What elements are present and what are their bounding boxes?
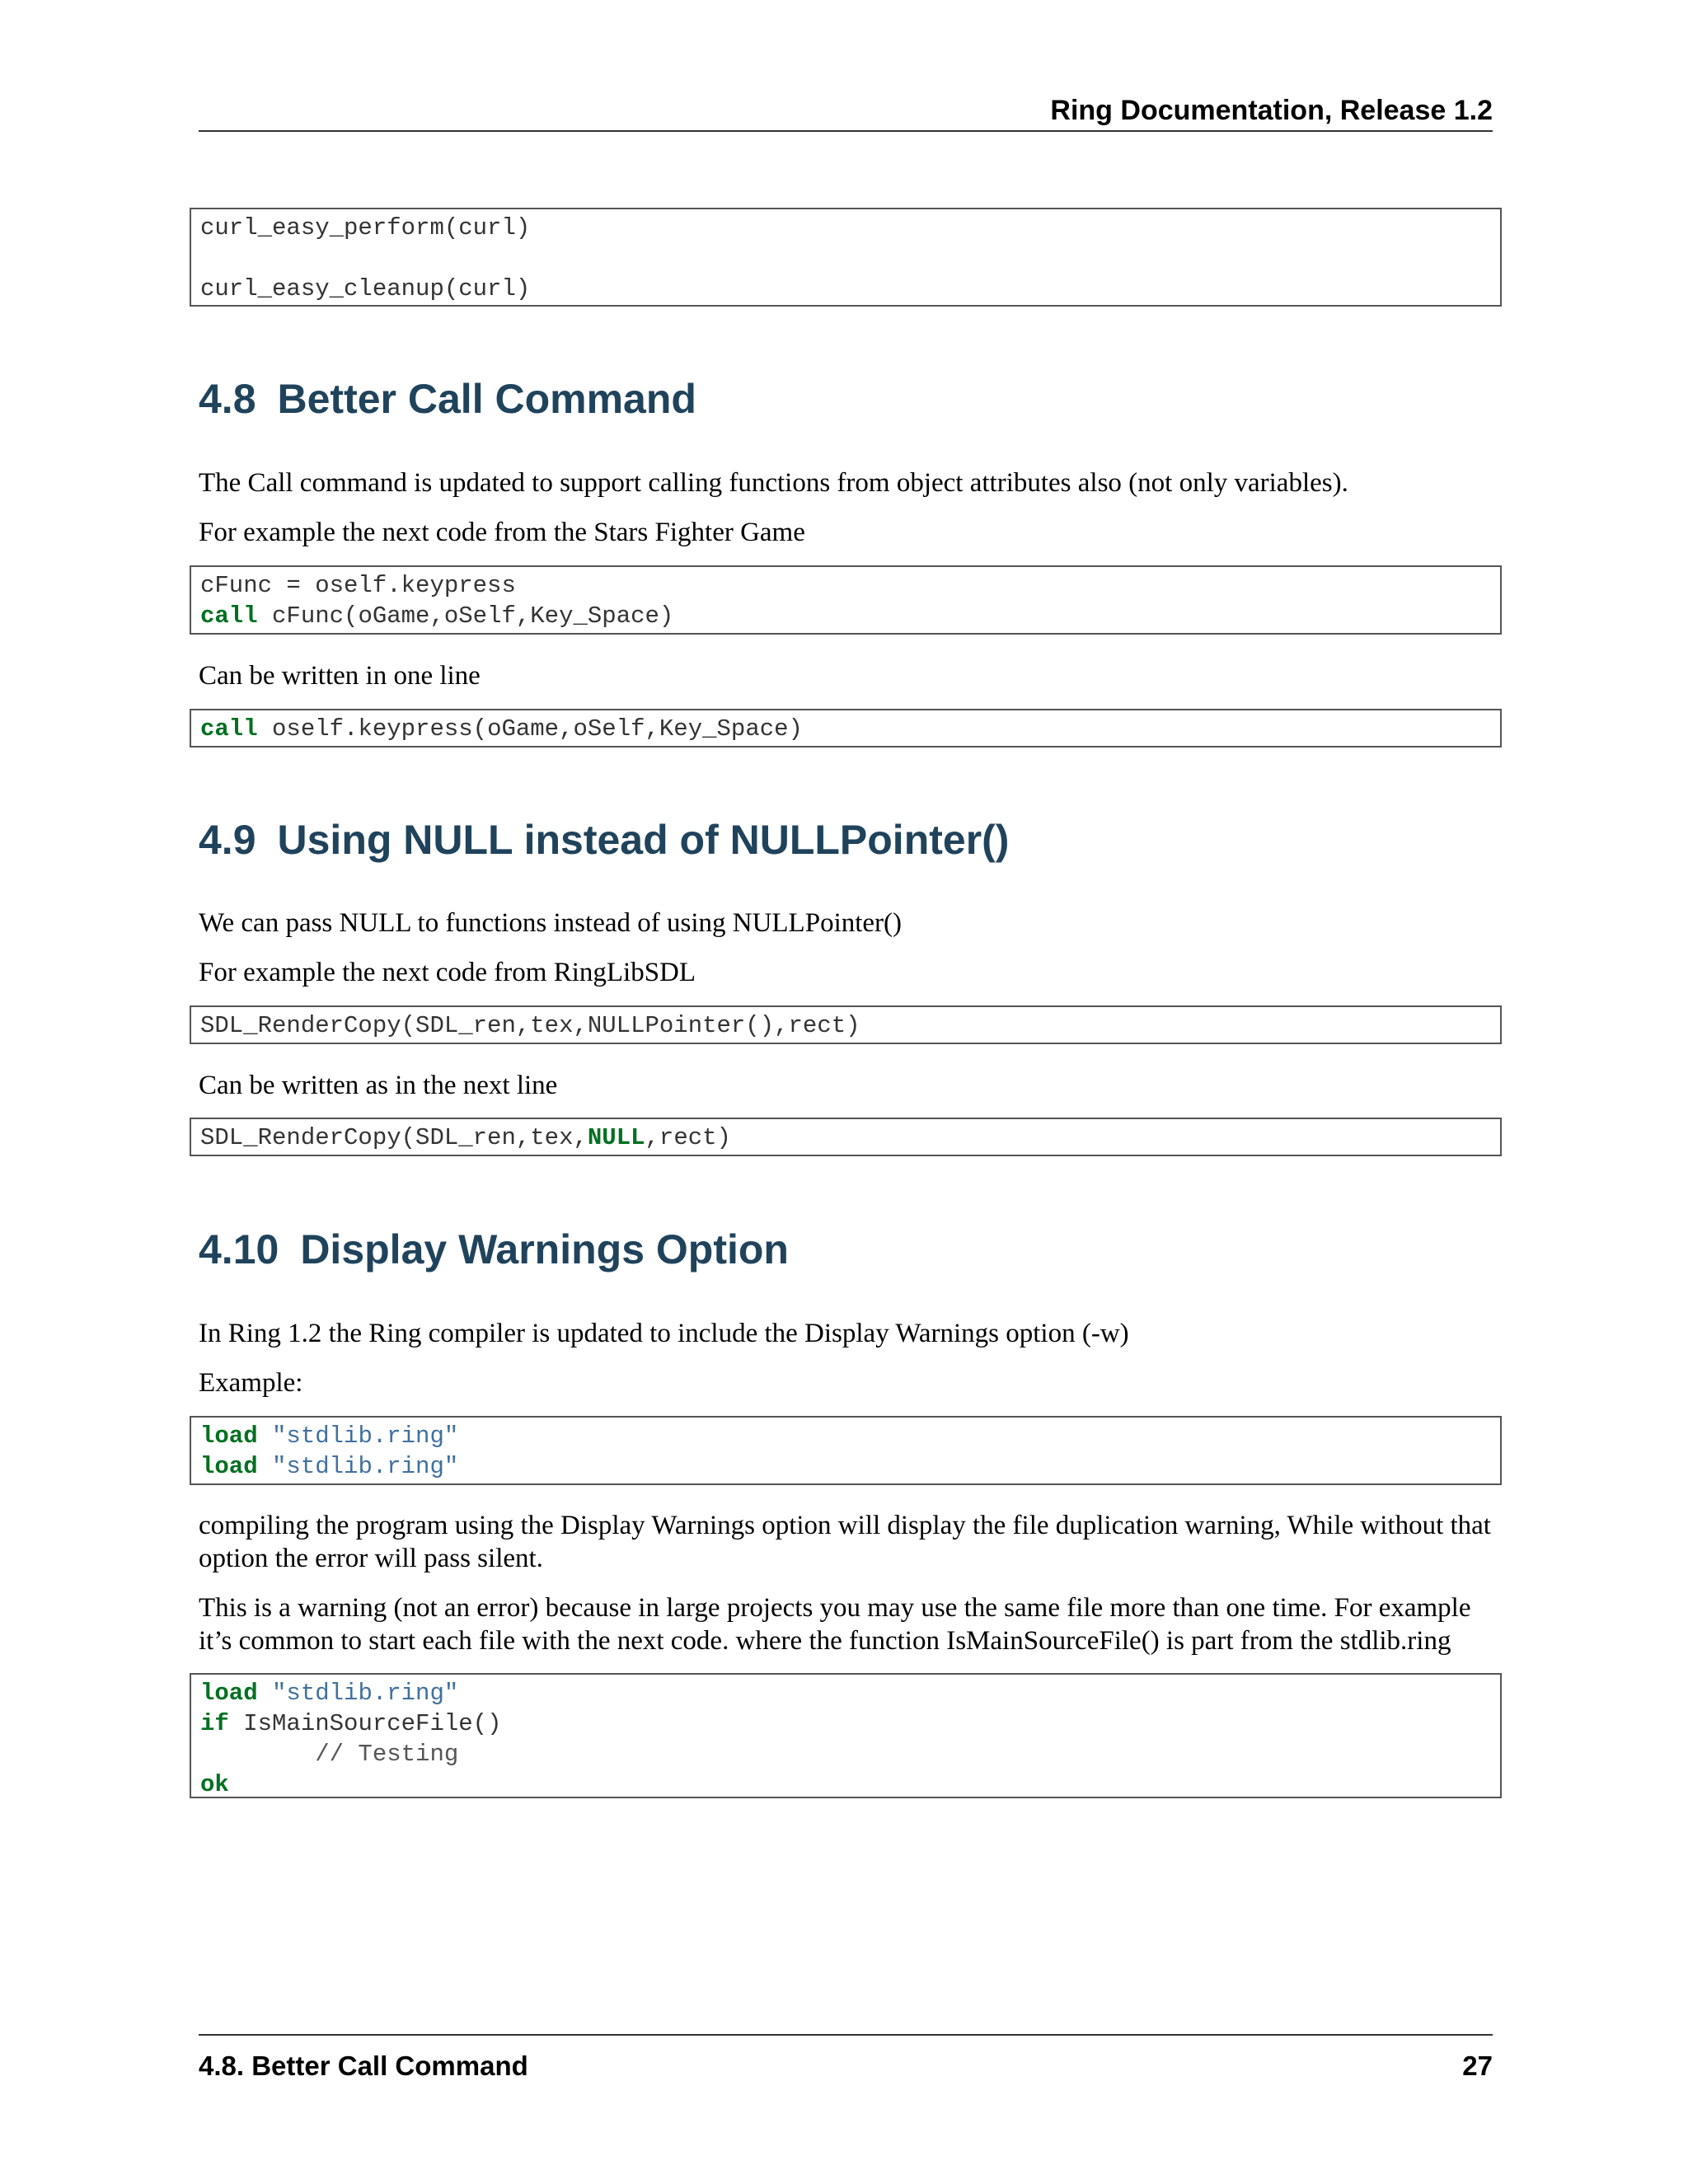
code-text: IsMainSourceFile() [228, 1710, 502, 1737]
paragraph: For example the next code from RingLibSDL [199, 958, 696, 987]
code-block-cfunc [190, 565, 1502, 635]
code-line [200, 714, 1491, 744]
page-footer [199, 2034, 1493, 2082]
code-block-load-duplicate [190, 1416, 1502, 1485]
paragraph: For example the next code from the Stars Fighter Game [199, 518, 805, 547]
page-header [199, 91, 1493, 132]
code-line [200, 601, 1491, 631]
code-comment: // Testing [200, 1741, 459, 1768]
code-line-empty [200, 243, 1491, 274]
keyword: load [200, 1680, 258, 1707]
section-title: Display Warnings Option [300, 1226, 789, 1272]
string-literal: "stdlib.ring" [272, 1453, 459, 1480]
paragraph: compiling the program using the Display Warnings option will display the file duplication warning, While without that option the error will pass silent. [199, 1511, 1491, 1573]
code-line [200, 1769, 1491, 1800]
paragraph: In Ring 1.2 the Ring compiler is updated to include the Display Warnings option (-w) [199, 1319, 1129, 1348]
keyword: if [200, 1710, 229, 1737]
keyword: load [200, 1453, 258, 1480]
section-number: 4.9 [199, 817, 256, 863]
document-title: Ring Documentation, Release 1.2 [1050, 94, 1493, 126]
keyword: call [200, 602, 258, 630]
code-block-sdl-null [190, 1118, 1502, 1156]
code-line: curl_easy_cleanup(curl) [200, 275, 531, 302]
paragraph: The Call command is updated to support calling functions from object attributes also (not only variables). [199, 468, 1348, 498]
code-line: cFunc = oself.keypress [200, 572, 516, 599]
paragraph: This is a warning (not an error) because in large projects you may use the same file more than one time. For example it’s common to start each file with the next code. where the function IsMainSourceFile() is part from the stdlib.ring [199, 1593, 1471, 1656]
string-literal: "stdlib.ring" [272, 1422, 459, 1450]
section-heading-4-9 [199, 816, 1009, 864]
paragraph: Can be written in one line [199, 661, 481, 691]
code-text: oself.keypress(oGame,oSelf,Key_Space) [257, 715, 803, 743]
code-text: cFunc(oGame,oSelf,Key_Space) [257, 602, 674, 630]
footer-section-title: 4.8. Better Call Command [199, 2050, 528, 2081]
code-block-call-keypress [190, 709, 1502, 748]
code-line [200, 1678, 1491, 1708]
paragraph: We can pass NULL to functions instead of using NULLPointer() [199, 908, 903, 938]
code-block-sdl-nullpointer [190, 1005, 1502, 1044]
keyword: load [200, 1422, 258, 1450]
code-line: SDL_RenderCopy(SDL_ren,tex,NULLPointer(),rect) [200, 1012, 860, 1039]
code-line [200, 1122, 1491, 1153]
code-text: ,rect) [645, 1124, 731, 1151]
section-heading-4-8 [199, 375, 696, 423]
code-line: curl_easy_perform(curl) [200, 214, 531, 241]
section-number: 4.8 [199, 376, 256, 422]
code-line [200, 1451, 1491, 1482]
keyword: ok [200, 1771, 229, 1798]
section-title: Using NULL instead of NULLPointer() [277, 817, 1010, 863]
page-number: 27 [1462, 2050, 1493, 2081]
keyword: call [200, 715, 258, 743]
section-heading-4-10 [199, 1226, 789, 1273]
code-block-ismainsourcefile [190, 1673, 1502, 1798]
code-line [200, 1708, 1491, 1739]
code-line [200, 1421, 1491, 1451]
paragraph: Can be written as in the next line [199, 1071, 558, 1100]
string-literal: "stdlib.ring" [272, 1680, 459, 1707]
keyword: NULL [587, 1124, 645, 1151]
section-title: Better Call Command [277, 376, 696, 422]
code-text: SDL_RenderCopy(SDL_ren,tex, [200, 1124, 588, 1151]
paragraph: Example: [199, 1368, 303, 1398]
code-block-curl [190, 208, 1502, 307]
section-number: 4.10 [199, 1226, 279, 1272]
